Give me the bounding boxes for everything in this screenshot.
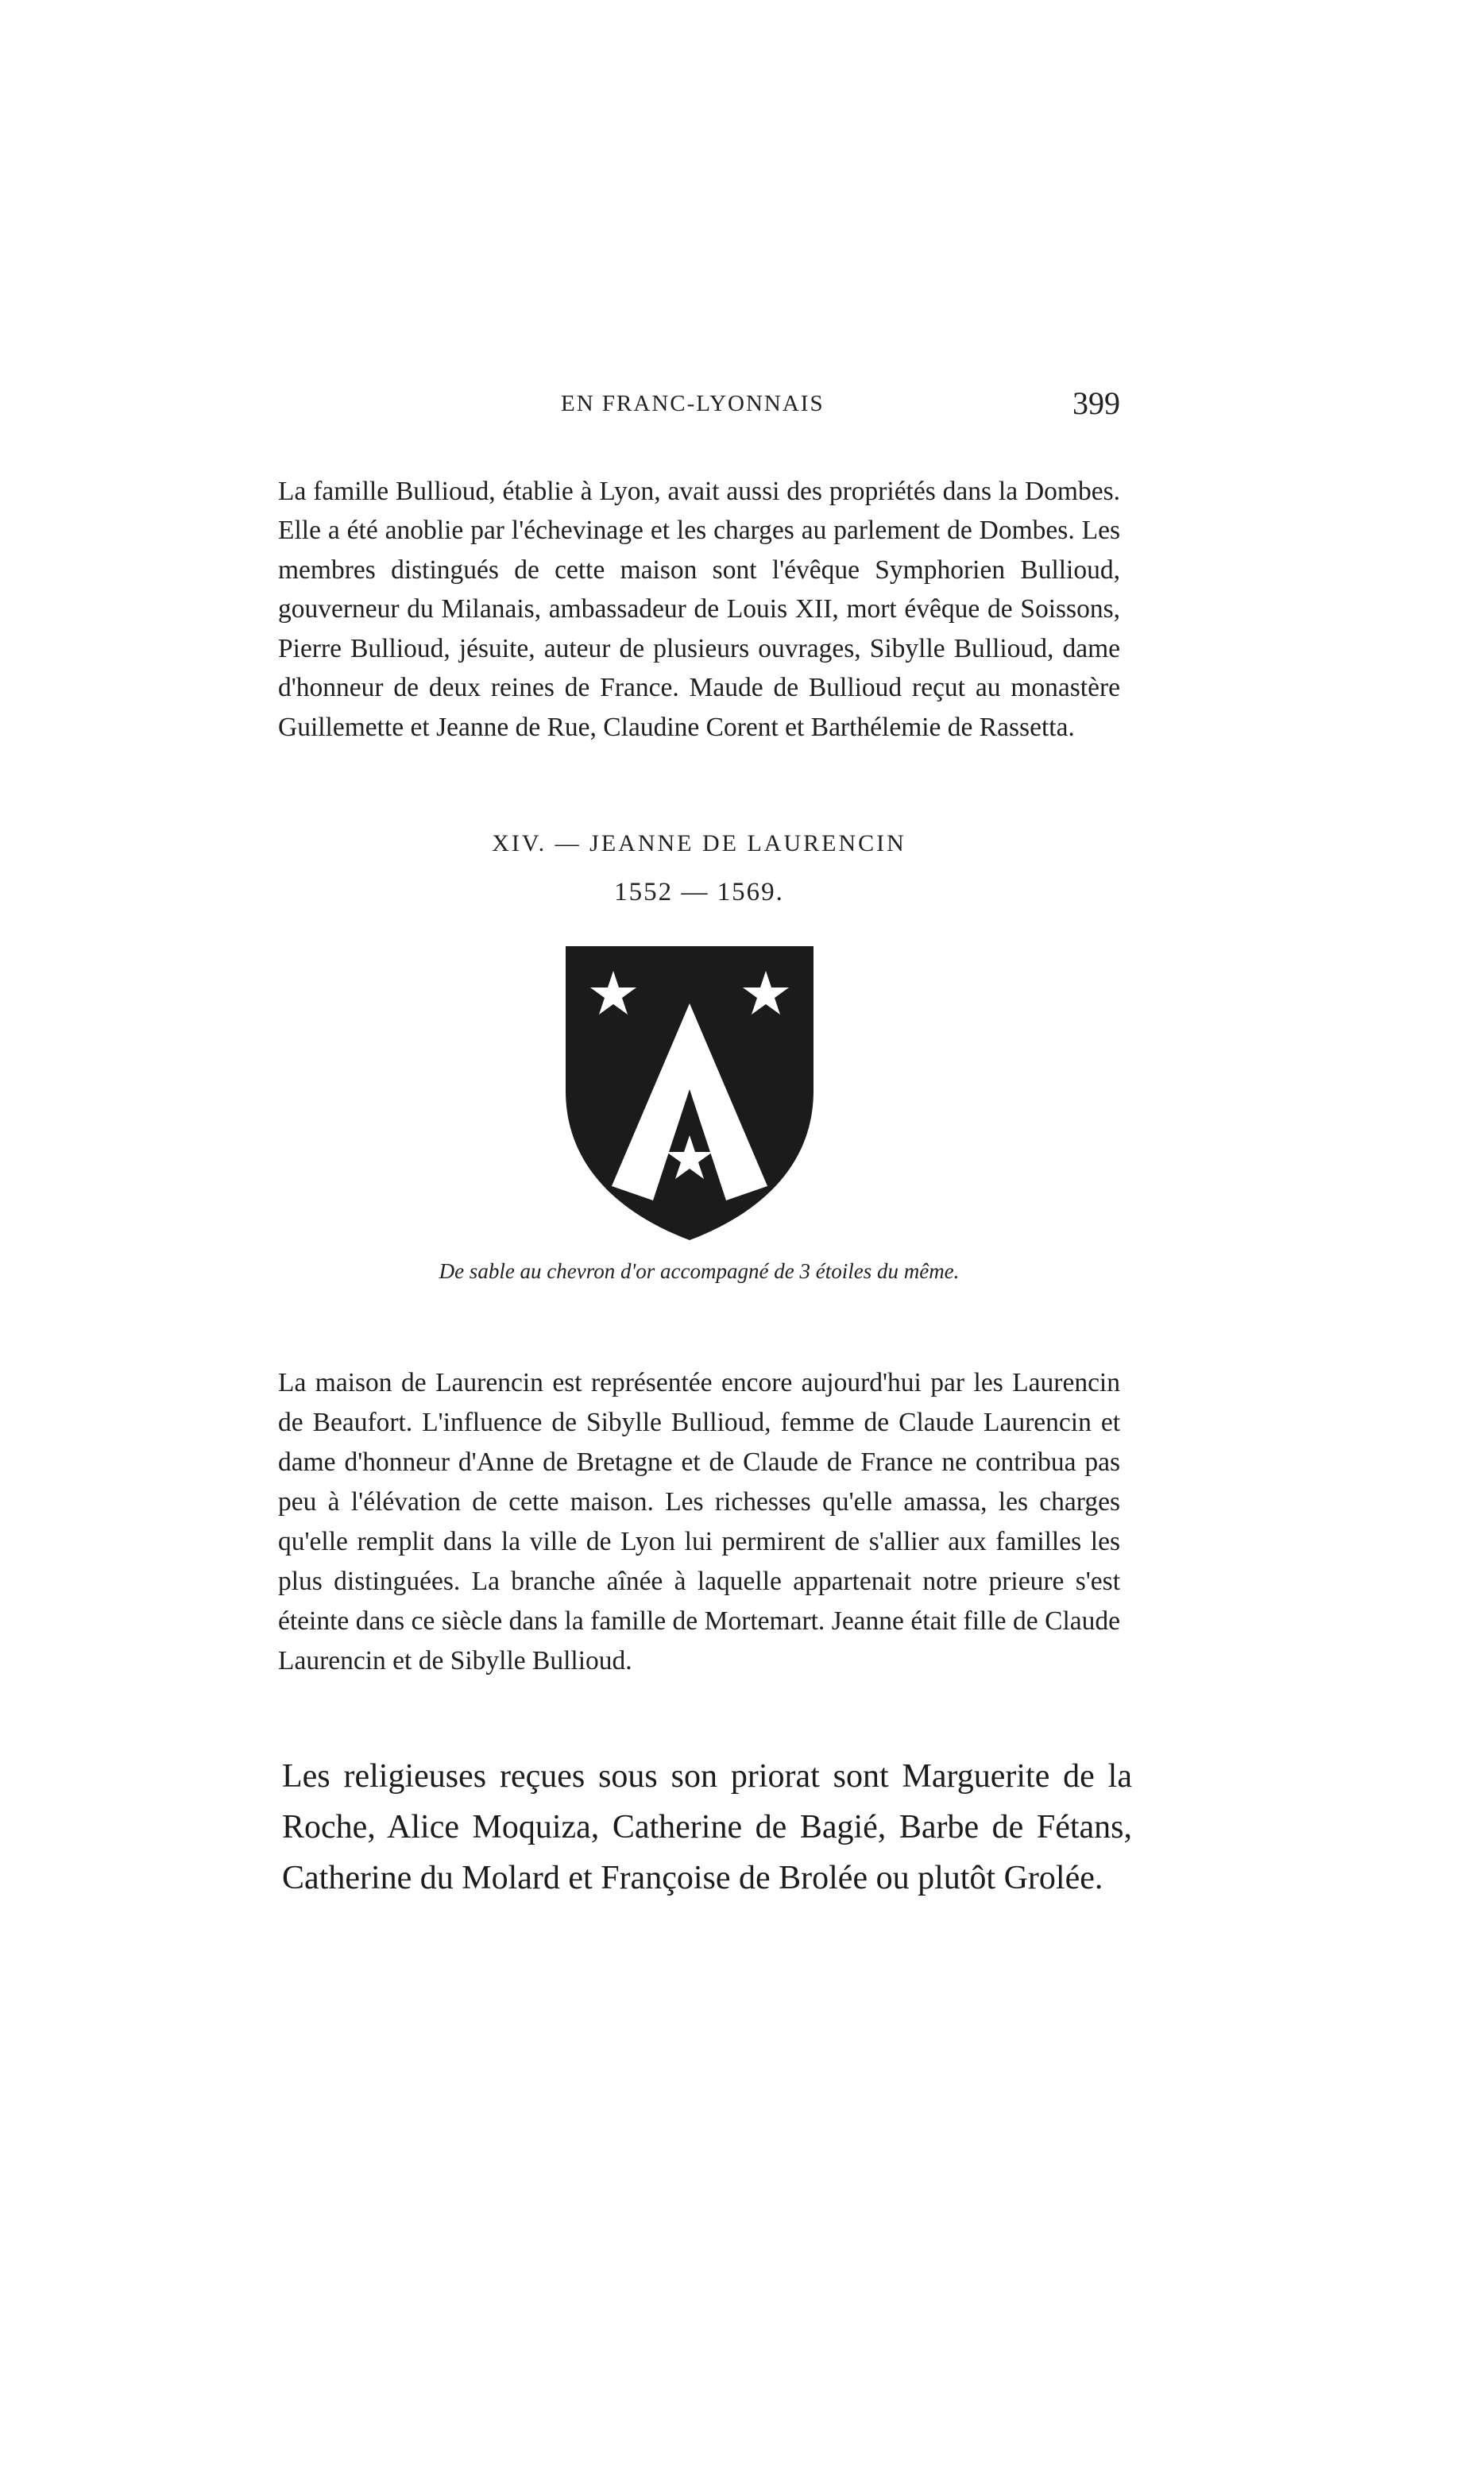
running-title: EN FRANC-LYONNAIS: [561, 391, 825, 416]
page-number: 399: [1072, 385, 1120, 421]
section-dates: 1552 — 1569.: [614, 878, 784, 906]
paragraph-bullioud-family: La famille Bullioud, établie à Lyon, avait aussi des propriétés dans la Dombes. Elle a été anoblie par l'échevinage et les charges au parlement de Dombes. Les membres distingués de cette maison sont l'évêque Symphorien Bullioud, gouverneur du Milanais, ambassadeur de Louis XII, mort évêque de Soissons, Pierre Bullioud, jésuite, auteur de plusieurs ouvrages, Sibylle Bullioud, dame d'honneur de deux reines de France. Maude de Bullioud reçut au monastère Guillemette et Jeanne de Rue, Claudine Corent et Barthélemie de Rassetta.: [278, 476, 1120, 742]
running-header: [278, 385, 1120, 427]
coat-of-arms-shield: [562, 941, 817, 1242]
paragraph-laurencin-house: La maison de Laurencin est représentée encore aujourd'hui par les Laurencin de Beaufort. L'influence de Sibylle Bullioud, femme de Claude Laurencin et dame d'honneur d'Anne de Bretagne et de Claude de France ne contribua pas peu à l'élévation de cette maison. Les richesses qu'elle amassa, les charges qu'elle remplit dans la ville de Lyon lui permirent de s'allier aux familles les plus distinguées. La branche aînée à laquelle appartenait notre prieure s'est éteinte dans ce siècle dans la famille de Mortemart. Jeanne était fille de Claude Laurencin et de Sibylle Bullioud.: [278, 1367, 1120, 1675]
paragraph-religious-received: Les religieuses reçues sous son priorat sont Marguerite de la Roche, Alice Moquiza, Catherine de Bagié, Barbe de Fétans, Catherine du Molard et Françoise de Brolée ou plutôt Grolée.: [282, 1758, 1132, 1896]
section-heading: XIV. — JEANNE DE LAURENCIN: [492, 830, 906, 856]
coat-of-arms-caption: De sable au chevron d'or accompagné de 3 étoiles du même.: [439, 1259, 960, 1283]
coat-of-arms: [562, 941, 817, 1242]
